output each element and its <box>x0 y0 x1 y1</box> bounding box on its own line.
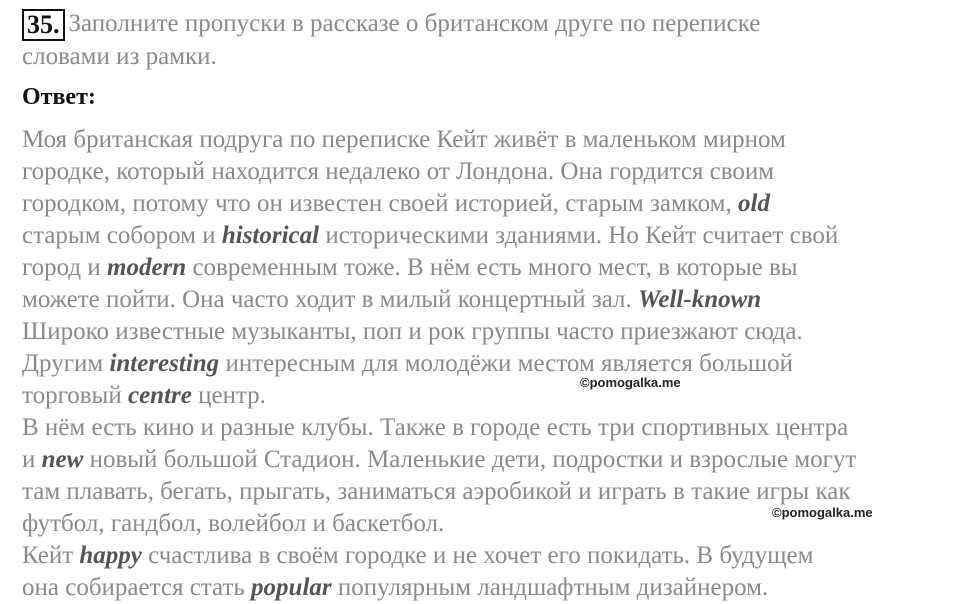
answer-label: Ответ: <box>22 84 96 110</box>
answer-line <box>22 252 947 284</box>
answer-text-segment: Другим <box>22 350 110 377</box>
watermark: ©pomogalka.me <box>580 375 681 390</box>
answer-line <box>22 316 947 348</box>
answer-line <box>22 220 947 252</box>
answer-text-segment: интересным для молодёжи местом является большой <box>219 350 794 377</box>
answer-text-segment: городком, потому что он известен своей историей, старым замком, <box>22 190 739 217</box>
answer-text-segment: и <box>22 446 42 473</box>
answer-text-segment: популярным ландшафтным дизайнером. <box>331 574 769 601</box>
task-statement <box>22 8 942 73</box>
answer-text-segment: современным тоже. В нём есть много мест, в которые вы <box>186 254 798 281</box>
filled-word: Well-known <box>638 286 762 313</box>
filled-word: new <box>41 446 84 473</box>
answer-text-segment: старым собором и <box>22 222 222 249</box>
watermark: ©pomogalka.me <box>772 505 873 520</box>
answer-text-segment: городке, который находится недалеко от Лондона. Она гордится своим <box>22 158 775 185</box>
filled-word: interesting <box>109 350 220 377</box>
answer-line <box>22 412 947 444</box>
filled-word: centre <box>127 382 192 409</box>
answer-line <box>22 380 947 412</box>
answer-text-segment: Кейт <box>22 542 80 569</box>
answer-line <box>22 156 947 188</box>
answer-line <box>22 444 947 476</box>
answer-text-segment: Широко известные музыканты, поп и рок группы часто приезжают сюда. <box>22 318 803 345</box>
answer-text-segment: можете пойти. Она часто ходит в милый концертный зал. <box>22 286 639 313</box>
filled-word: popular <box>251 574 332 601</box>
answer-text-segment: она собирается стать <box>22 574 252 601</box>
answer-text-segment: город и <box>22 254 108 281</box>
task-text-line2: словами из рамки. <box>22 43 217 70</box>
answer-text <box>22 124 947 604</box>
answer-text-segment: торговый <box>22 382 128 409</box>
answer-line <box>22 572 947 604</box>
filled-word: old <box>738 190 770 217</box>
answer-text-segment: там плавать, бегать, прыгать, заниматься аэробикой и играть в такие игры как <box>22 478 851 505</box>
answer-line <box>22 476 947 508</box>
filled-word: historical <box>221 222 320 249</box>
answer-text-segment: счастлива в своём городке и не хочет его покидать. В будущем <box>141 542 814 569</box>
task-text-line1: Заполните пропуски в рассказе о британском друге по переписке <box>68 10 761 37</box>
answer-line <box>22 124 947 156</box>
answer-text-segment: центр. <box>191 382 266 409</box>
answer-text-segment: Моя британская подруга по переписке Кейт живёт в маленьком мирном <box>22 126 786 153</box>
answer-text-segment: новый большой Стадион. Маленькие дети, подростки и взрослые могут <box>83 446 857 473</box>
task-number: 35. <box>22 9 65 41</box>
answer-text-segment: В нём есть кино и разные клубы. Также в городе есть три спортивных центра <box>22 414 849 441</box>
answer-text-segment: футбол, гандбол, волейбол и баскетбол. <box>22 510 445 537</box>
answer-line <box>22 188 947 220</box>
answer-text-segment: историческими зданиями. Но Кейт считает свой <box>319 222 839 249</box>
answer-line <box>22 284 947 316</box>
filled-word: modern <box>107 254 187 281</box>
answer-line <box>22 348 947 380</box>
answer-line <box>22 540 947 572</box>
filled-word: happy <box>79 542 142 569</box>
